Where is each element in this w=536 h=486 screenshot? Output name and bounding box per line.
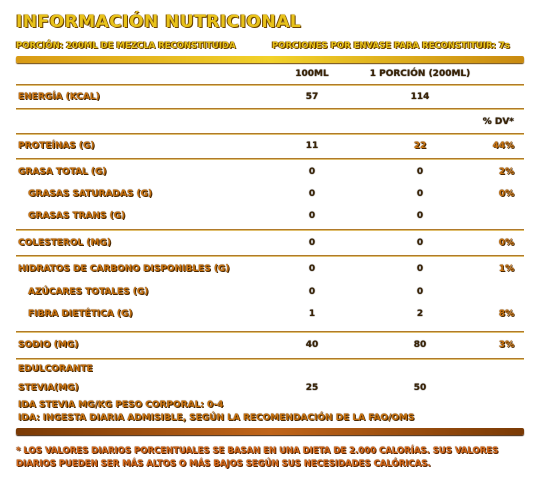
row-dv: 3% xyxy=(498,340,514,350)
row-100ml: 0 xyxy=(308,167,316,177)
row-100ml: 11 xyxy=(305,141,319,151)
row-100ml: 1 xyxy=(308,309,316,319)
row-100ml: 25 xyxy=(305,383,319,393)
column-header-100ml: 100ML xyxy=(295,69,329,79)
divider xyxy=(16,255,524,256)
row-label: GRASAS SATURADAS (G) xyxy=(28,189,153,199)
row-label: GRASA TOTAL (G) xyxy=(18,167,107,177)
row-portion: 50 xyxy=(413,383,427,393)
row-portion: 0 xyxy=(416,264,424,274)
row-dv: 2% xyxy=(498,167,514,177)
portions-per-container: PORCIONES POR ENVASE PARA RECONSTITUIR: 7s xyxy=(272,41,510,51)
sweetener-heading: EDULCORANTE xyxy=(18,364,93,374)
ida-note: IDA STEVIA MG/KG PESO CORPORAL: 0-4 xyxy=(18,400,224,410)
row-portion: 2 xyxy=(416,309,424,319)
row-dv: 0% xyxy=(498,238,514,248)
row-portion: 22 xyxy=(413,141,427,151)
row-100ml: 40 xyxy=(305,340,319,350)
row-label: STEVIA(MG) xyxy=(18,383,79,393)
row-label: SODIO (MG) xyxy=(18,340,79,350)
divider xyxy=(16,108,524,109)
row-100ml: 0 xyxy=(308,189,316,199)
row-portion: 0 xyxy=(416,189,424,199)
energy-portion: 114 xyxy=(410,92,430,102)
footnote: * LOS VALORES DIARIOS PORCENTUALES SE BASAN EN UNA DIETA DE 2.000 CALORÍAS. SUS VALORES DIARIOS PUEDEN SER MÁS ALTOS O MÁS BAJOS SEGÚN SUS NECESIDADES CALÓRICAS. xyxy=(16,446,499,469)
row-portion: 0 xyxy=(416,238,424,248)
row-100ml: 0 xyxy=(308,264,316,274)
divider xyxy=(16,133,524,134)
row-label: PROTEÍNAS (G) xyxy=(18,141,95,151)
energy-100ml: 57 xyxy=(305,92,319,102)
divider xyxy=(16,84,524,85)
page-title: INFORMACIÓN NUTRICIONAL xyxy=(16,12,302,32)
row-portion: 0 xyxy=(416,167,424,177)
divider xyxy=(16,331,524,332)
divider xyxy=(16,229,524,230)
row-100ml: 0 xyxy=(308,211,316,221)
energy-label: ENERGÍA (KCAL) xyxy=(18,92,100,102)
row-dv: 0% xyxy=(498,189,514,199)
row-dv: 1% xyxy=(498,264,514,274)
column-header-portion: 1 PORCIÓN (200ML) xyxy=(369,69,471,79)
column-header-dv: % DV* xyxy=(482,117,514,127)
row-portion: 0 xyxy=(416,287,424,297)
portion-size: PORCIÓN: 200ML DE MEZCLA RECONSTITUIDA xyxy=(16,41,236,51)
row-portion: 80 xyxy=(413,340,427,350)
row-100ml: 0 xyxy=(308,238,316,248)
divider xyxy=(16,158,524,159)
row-label: COLESTEROL (MG) xyxy=(18,238,111,248)
row-dv: 44% xyxy=(492,141,514,151)
footer-bar xyxy=(16,428,524,435)
row-portion: 0 xyxy=(416,211,424,221)
row-100ml: 0 xyxy=(308,287,316,297)
row-label: HIDRATOS DE CARBONO DISPONIBLES (G) xyxy=(18,264,230,274)
row-dv: 8% xyxy=(498,309,514,319)
header-bar xyxy=(16,56,524,63)
row-label: AZÚCARES TOTALES (G) xyxy=(28,287,149,297)
row-label: FIBRA DIETÉTICA (G) xyxy=(28,309,133,319)
ida-definition: IDA: INGESTA DIARIA ADMISIBLE, SEGÚN LA RECOMENDACIÓN DE LA FAO/OMS xyxy=(18,413,415,423)
row-label: GRASAS TRANS (G) xyxy=(28,211,126,221)
divider xyxy=(16,358,524,359)
